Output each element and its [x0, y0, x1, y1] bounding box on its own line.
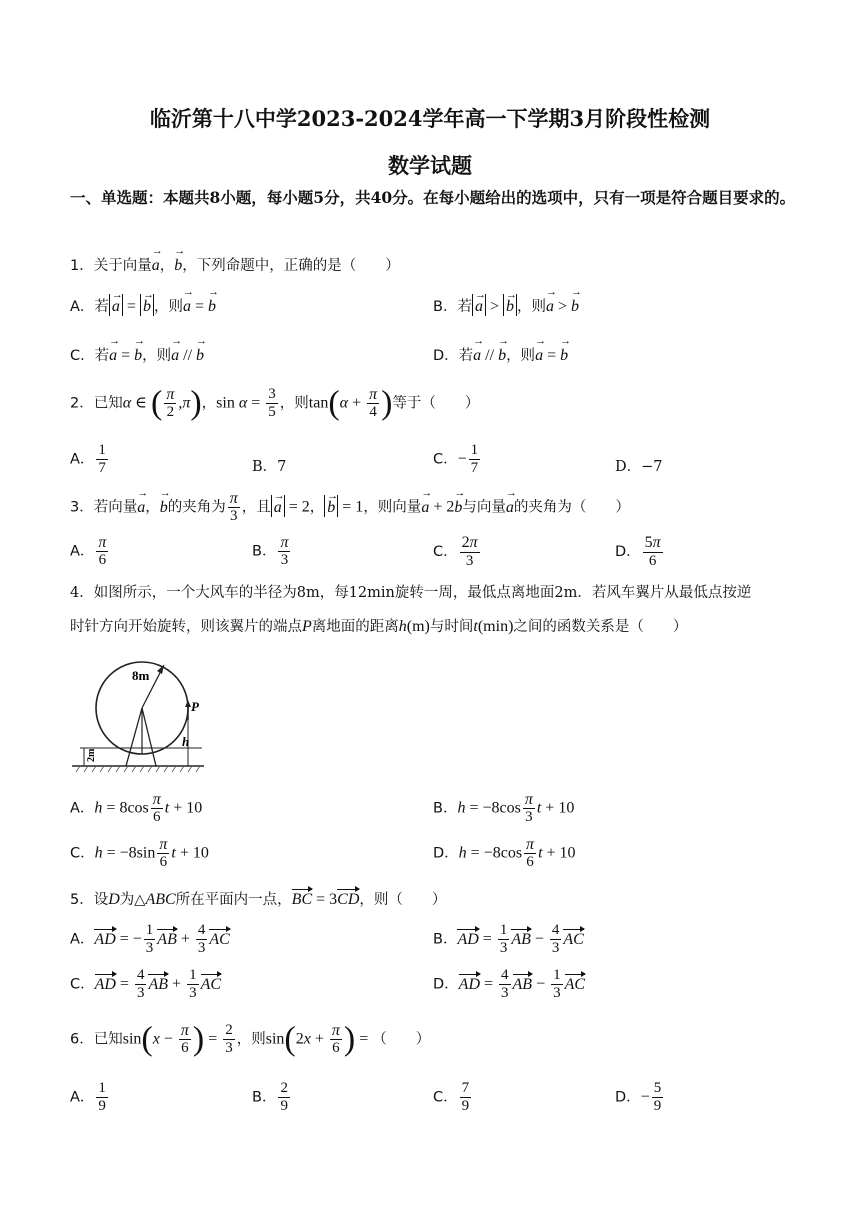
section-heading: 一、单选题：本题共8小题，每小题5分，共40分。在每小题给出的选项中，只有一项是符合题目要求的。 [70, 188, 796, 207]
question-3-option-b: B． $\frac{\pi}{3}$ [252, 534, 289, 568]
question-1-option-a: A．若→ a = → b ，则→ a = → b [70, 294, 216, 316]
question-4-option-d: D．h = −8cos $\frac{\pi}{6}$ t + 10 [433, 836, 576, 870]
question-3-option-c: C． $\frac{2\pi}{3}$ [433, 534, 478, 569]
question-5-stem: 5．设D为△ABC所在平面内一点，BC = 3CD，则（ ） [70, 887, 446, 909]
question-1-option-d: D．若→ a // → b，则→ a = → b [433, 343, 568, 365]
question-2-stem: 2．已知α ∈ ( $\frac{\pi}{2}$ ,π)，sin α = $\frac{3}{5}$ ，则tan(α + $\frac{\pi}{4}$ )等于（ ） [70, 384, 480, 422]
question-5-option-b: B．AD = $\frac{1}{3}$ AB − $\frac{4}{3}$ AC [433, 922, 584, 956]
question-6-option-b: B． $\frac{2}{9}$ [252, 1080, 288, 1114]
question-6-option-d: D．− $\frac{5}{9}$ [615, 1080, 662, 1114]
question-2-option-b: B．7 [252, 459, 287, 475]
question-2-option-a: A． $\frac{1}{7}$ [70, 442, 106, 476]
question-3-option-a: A． $\frac{\pi}{6}$ [70, 534, 107, 568]
question-5-option-d: D．AD = $\frac{4}{3}$ AB − $\frac{1}{3}$ AC [433, 967, 586, 1001]
question-4-option-b: B．h = −8cos $\frac{\pi}{3}$ t + 10 [433, 791, 575, 825]
question-6-stem: 6．已知sin(x − $\frac{\pi}{6}$ ) = $\frac{2}{3}$ ，则sin(2x + $\frac{\pi}{6}$ ) = （ ） [70, 1020, 431, 1058]
question-4-option-a: A．h = 8cos $\frac{\pi}{6}$ t + 10 [70, 791, 203, 825]
radius-label: 8m [132, 668, 150, 683]
question-1-option-c: C．若→ a = → b，则→ a // → b [70, 343, 204, 365]
page-subtitle: 数学试题 [388, 153, 472, 178]
height-label: h [182, 734, 190, 749]
question-6-option-c: C． $\frac{7}{9}$ [433, 1080, 470, 1114]
page-title: 临沂第十八中学2023-2024学年高一下学期3月阶段性检测 [149, 106, 711, 131]
ground-distance-label: 2m [86, 748, 97, 762]
question-2-option-c: C．− $\frac{1}{7}$ [433, 442, 479, 476]
question-1-option-b: B．若→ a > → b ，则→ a > → b [433, 294, 579, 316]
question-3-stem: 3．若向量→ a，→ b的夹角为 $\frac{\pi}{3}$ ，且→ a = 2，→ b = 1，则向量→ a + 2→ b与向量→ a的夹角为（ ） [70, 490, 630, 525]
question-6-option-a: A． $\frac{1}{9}$ [70, 1080, 106, 1114]
question-4-line2: 时针方向开始旋转，则该翼片的端点P离地面的距离h(m)与时间t(min)之间的函数关系是（ ） [70, 618, 688, 635]
question-1-stem: 1．关于向量→ a，→ b，下列命题中，正确的是（ ） [70, 253, 400, 275]
question-5-option-a: A．AD = − $\frac{1}{3}$ AB + $\frac{4}{3}$ AC [70, 922, 230, 956]
question-4-line1: 4．如图所示，一个大风车的半径为8m，每12min旋转一周，最低点离地面2m．若风车翼片从最低点按逆 [70, 585, 752, 601]
windmill-figure [70, 650, 210, 776]
question-2-option-d: D．−7 [615, 459, 663, 475]
question-4-option-c: C．h = −8sin $\frac{\pi}{6}$ t + 10 [70, 836, 209, 870]
question-5-option-c: C．AD = $\frac{4}{3}$ AB + $\frac{1}{3}$ AC [70, 967, 222, 1001]
point-p-label: P [191, 699, 199, 714]
question-3-option-d: D． $\frac{5\pi}{6}$ [615, 534, 661, 569]
